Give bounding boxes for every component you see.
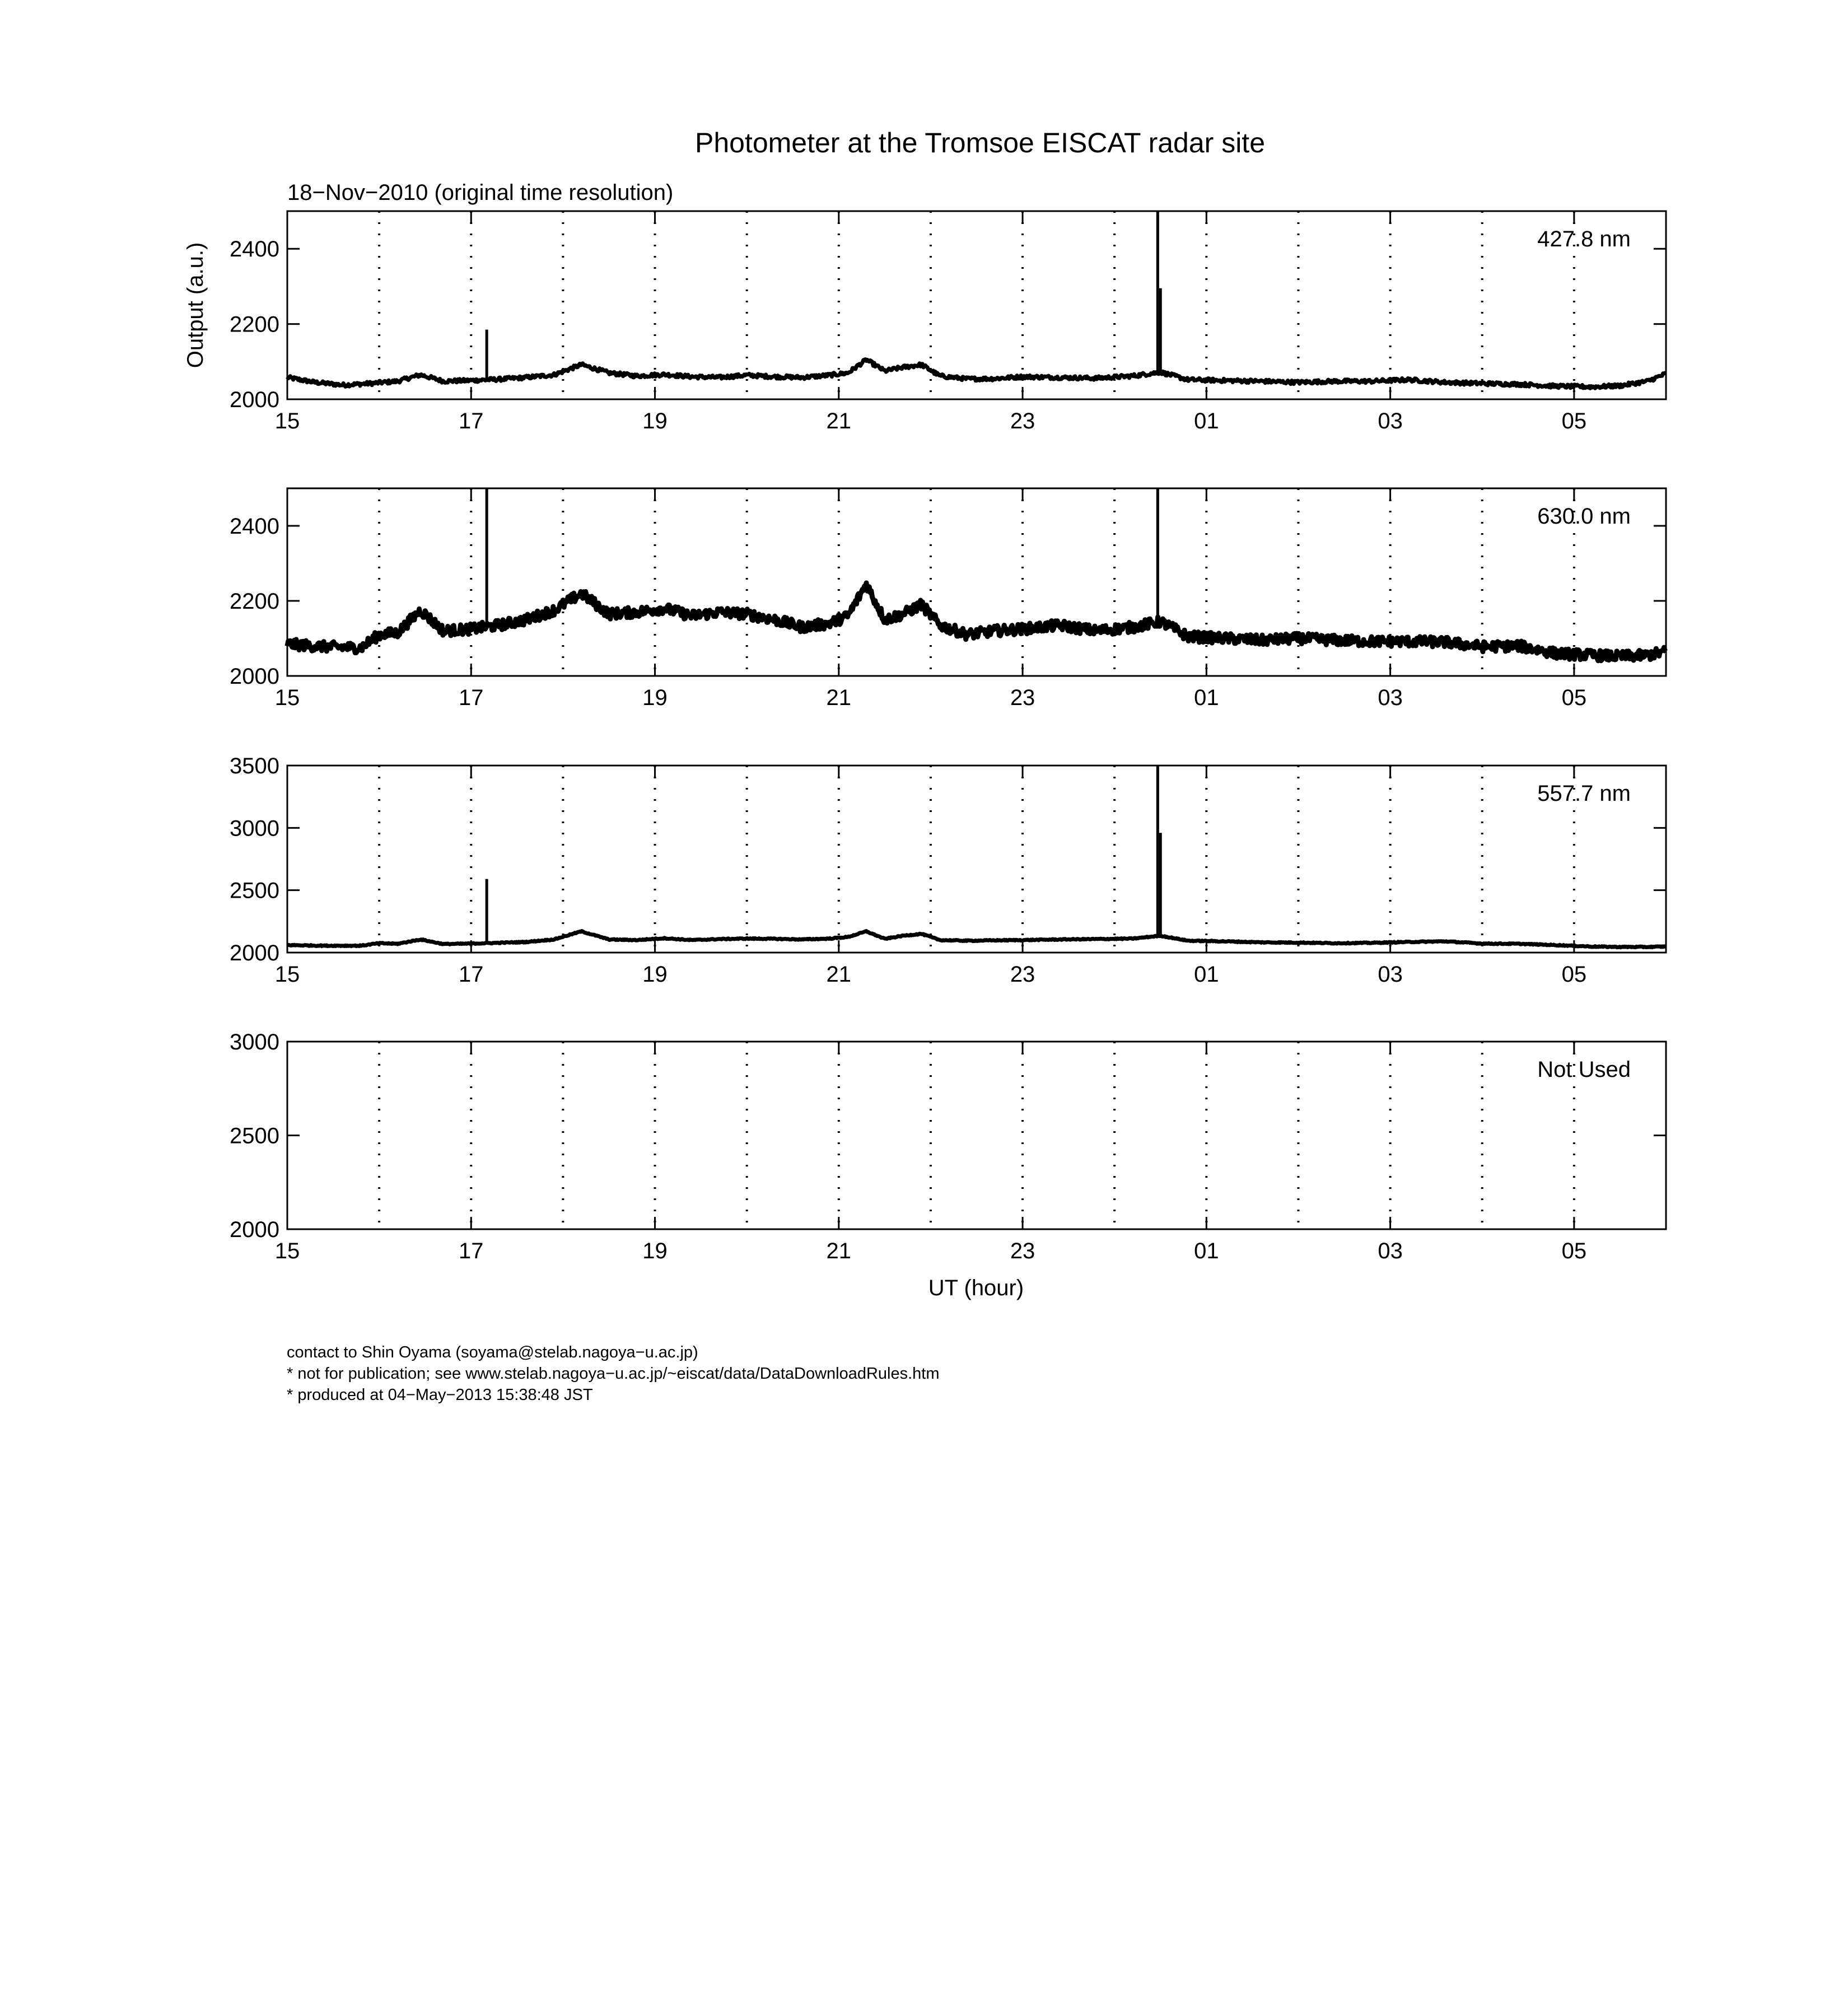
y-tick-label: 3000 bbox=[230, 816, 279, 841]
x-tick-label: 23 bbox=[1010, 962, 1035, 987]
y-tick-label: 2200 bbox=[230, 589, 279, 614]
x-tick-label: 15 bbox=[274, 962, 300, 987]
x-tick-label: 15 bbox=[274, 409, 300, 433]
x-tick-label: 21 bbox=[826, 685, 852, 710]
x-tick-label: 03 bbox=[1378, 409, 1403, 433]
y-tick-label: 3500 bbox=[230, 754, 279, 778]
panels bbox=[230, 211, 1666, 1263]
wavelength-label: 557.7 nm bbox=[1537, 781, 1631, 806]
x-tick-label: 21 bbox=[826, 1239, 852, 1263]
y-tick-label: 2500 bbox=[230, 878, 279, 903]
x-tick-label: 03 bbox=[1378, 1239, 1403, 1263]
x-tick-label: 05 bbox=[1561, 685, 1587, 710]
produced-note: * produced at 04−May−2013 15:38:48 JST bbox=[287, 1386, 593, 1404]
wavelength-label: Not Used bbox=[1537, 1057, 1631, 1082]
x-tick-label: 21 bbox=[826, 409, 852, 433]
footer-notes bbox=[287, 1342, 940, 1406]
x-tick-label: 23 bbox=[1010, 685, 1035, 710]
x-tick-label: 23 bbox=[1010, 1239, 1035, 1263]
x-tick-label: 03 bbox=[1378, 962, 1403, 987]
axes-frame bbox=[287, 1042, 1666, 1229]
y-tick-label: 2000 bbox=[230, 664, 279, 689]
y-tick-label: 2000 bbox=[230, 1217, 279, 1242]
y-tick-label: 2200 bbox=[230, 312, 279, 337]
x-tick-label: 01 bbox=[1194, 1239, 1219, 1263]
x-tick-label: 19 bbox=[642, 409, 668, 433]
panel-3 bbox=[230, 754, 1666, 987]
x-tick-label: 17 bbox=[459, 409, 484, 433]
x-axis-label: UT (hour) bbox=[928, 1276, 1024, 1300]
figure-subtitle: 18−Nov−2010 (original time resolution) bbox=[287, 180, 674, 205]
x-tick-label: 19 bbox=[642, 962, 668, 987]
x-tick-label: 17 bbox=[459, 962, 484, 987]
y-tick-label: 2500 bbox=[230, 1123, 279, 1149]
x-tick-label: 21 bbox=[826, 962, 852, 987]
contact-note: contact to Shin Oyama (soyama@stelab.nagoya−u.ac.jp) bbox=[287, 1343, 698, 1361]
panel-2 bbox=[230, 488, 1666, 710]
panel-4 bbox=[230, 1030, 1666, 1263]
x-tick-label: 23 bbox=[1010, 409, 1035, 433]
x-tick-label: 17 bbox=[459, 1239, 484, 1263]
x-tick-label: 19 bbox=[642, 685, 668, 710]
x-tick-label: 01 bbox=[1194, 962, 1219, 987]
axes-frame bbox=[287, 766, 1666, 953]
y-tick-label: 2400 bbox=[230, 514, 279, 539]
series-trace bbox=[287, 931, 1666, 948]
y-tick-label: 2400 bbox=[230, 237, 279, 262]
x-tick-label: 03 bbox=[1378, 685, 1403, 710]
series-trace bbox=[287, 360, 1666, 389]
figure-title: Photometer at the Tromsoe EISCAT radar site bbox=[694, 127, 1266, 158]
x-tick-label: 15 bbox=[274, 1239, 300, 1263]
y-tick-label: 2000 bbox=[230, 388, 279, 412]
x-tick-label: 19 bbox=[642, 1239, 668, 1263]
series-trace bbox=[287, 583, 1666, 661]
panel-1 bbox=[230, 211, 1666, 433]
wavelength-label: 427.8 nm bbox=[1537, 227, 1631, 251]
y-tick-label: 3000 bbox=[230, 1030, 279, 1054]
x-tick-label: 17 bbox=[459, 685, 484, 710]
x-tick-label: 05 bbox=[1561, 409, 1587, 433]
x-tick-label: 05 bbox=[1561, 1239, 1587, 1263]
axes-frame bbox=[287, 211, 1666, 399]
x-tick-label: 01 bbox=[1194, 409, 1219, 433]
y-tick-label: 2000 bbox=[230, 941, 279, 965]
x-tick-label: 05 bbox=[1561, 962, 1587, 987]
y-axis-label: Output (a.u.) bbox=[183, 242, 208, 368]
wavelength-label: 630.0 nm bbox=[1537, 504, 1631, 529]
rules-note: * not for publication; see www.stelab.nagoya−u.ac.jp/~eiscat/data/DataDownloadRules.htm bbox=[287, 1365, 940, 1383]
x-tick-label: 15 bbox=[274, 685, 300, 710]
x-tick-label: 01 bbox=[1194, 685, 1219, 710]
